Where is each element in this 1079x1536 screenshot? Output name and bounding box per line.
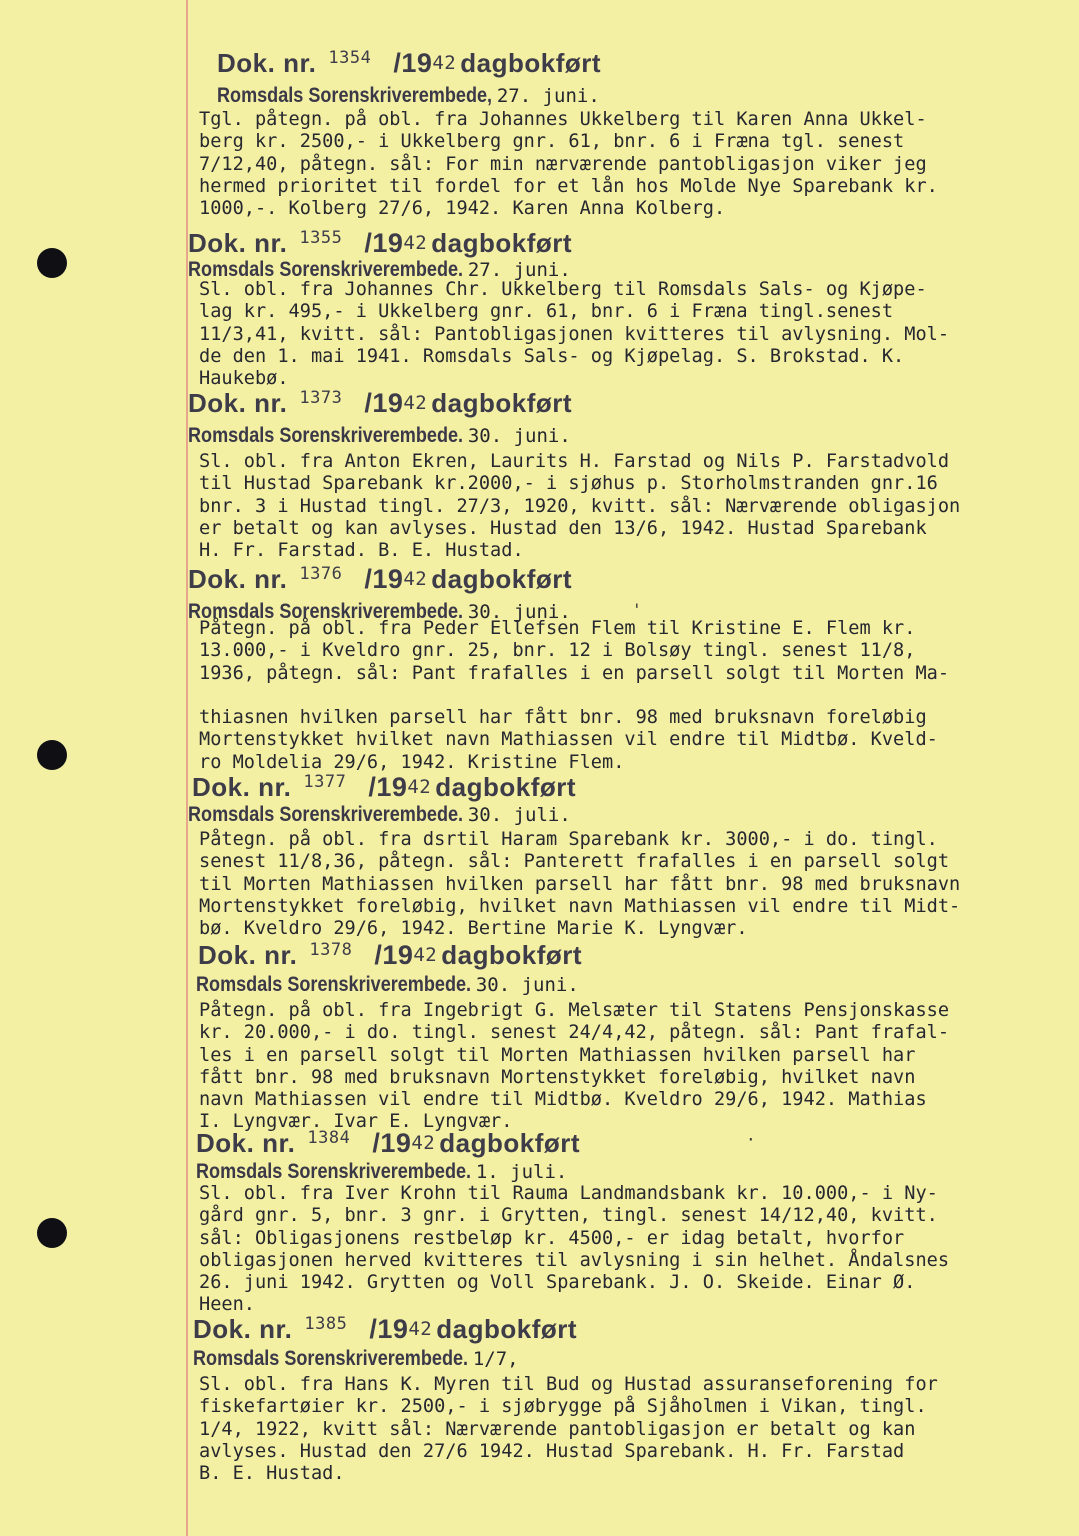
text-line: 26. juni 1942. Grytten og Voll Sparebank. J. O. Skeide. Einar Ø. [199,1272,916,1294]
status-label: dagbokført [431,564,573,594]
text-line: Sl. obl. fra Anton Ekren, Laurits H. Farstad og Nils P. Farstadvold [199,451,950,472]
text-line: les i en parsell solgt til Morten Mathiassen hvilken parsell har [199,1044,916,1066]
dok-label: Dok. nr. [192,772,292,802]
text-line: Haukebø. [199,368,289,390]
entry-date: 1. juli. [475,1161,568,1183]
text-line: Sl. obl. fra Iver Krohn til Rauma Landmandsbank kr. 10.000,- i Ny- [199,1183,938,1204]
text-line: til Morten Mathiassen hvilken parsell har fått bnr. 98 med bruksnavn [199,873,961,895]
text-line: berg kr. 2500,- i Ukkelberg gnr. 61, bnr. 6 i Fræna tgl. senest [199,131,905,153]
text-line: fått bnr. 98 med bruksnavn Mortenstykket foreløbig, hvilket navn [199,1066,916,1088]
status-label: dagbokført [431,388,573,418]
entry-text [199,279,1069,390]
entry-text [199,1183,1069,1317]
office-name: Romsdals Sorenskriverembede. [188,600,464,623]
office-stamp [196,973,579,997]
year-prefix: /19 [393,48,433,78]
text-line: 1936, påtegn. sål: Pant frafalles i en parsell solgt til Morten Ma- [199,662,950,684]
entry-text [199,829,1069,940]
entry-date: 27. juni. [467,259,571,281]
text-line: Mortenstykket hvilket navn Mathiassen vil endre til Midtbø. Kveld- [199,729,938,751]
office-name: Romsdals Sorenskriverembede. [196,1160,472,1183]
text-line: hermed prioritet til fordel for et lån hos Molde Nye Sparebank kr. [199,175,938,197]
text-line: Påtegn. på obl. fra Ingebrigt G. Melsæter til Statens Pensjonskasse [199,1000,950,1021]
entry-date: 30. juni. [467,601,571,623]
year-suffix: 42 [411,1132,436,1154]
status-label: dagbokført [439,1128,581,1158]
punch-hole-top [37,248,67,278]
dok-number: 1354 [328,48,372,68]
office-stamp [193,1347,519,1371]
year-suffix: 42 [413,944,438,966]
year-prefix: /19 [369,1314,409,1344]
year-prefix: /19 [364,388,404,418]
dok-number: 1377 [303,772,347,792]
entry-date: 30. juni. [475,974,579,996]
entry-text [199,451,1069,562]
punch-hole-bottom [37,1218,67,1248]
year-prefix: /19 [364,564,404,594]
text-line: de den 1. mai 1941. Romsdals Sals- og Kjøpelag. S. Brokstad. K. [199,345,905,367]
office-name: Romsdals Sorenskriverembede, [217,84,493,107]
year-prefix: /19 [372,1128,412,1158]
year-suffix: 42 [407,776,432,798]
text-line: kr. 20.000,- i do. tingl. senest 24/4,42, påtegn. sål: Pant frafal- [199,1022,950,1044]
text-line: Mortenstykket foreløbig, hvilket navn Mathiassen vil endre til Midt- [199,895,961,917]
entry-date: 30. juni. [467,425,571,447]
text-line: senest 11/8,36, påtegn. sål: Panterett frafalles i en parsell solgt [199,851,950,873]
office-name: Romsdals Sorenskriverembede. [188,424,464,447]
text-line: 1/4, 1922, kvitt sål: Nærværende pantobligasjon er betalt og kan [199,1418,916,1440]
year-suffix: 42 [432,52,457,74]
entry-date: 30. juli. [467,804,571,826]
stray-mark: ' [632,600,642,619]
office-name: Romsdals Sorenskriverembede. [188,803,464,826]
text-line: B. E. Hustad. [199,1463,345,1485]
status-label: dagbokført [441,940,583,970]
year-prefix: /19 [374,940,414,970]
dok-label: Dok. nr. [193,1314,293,1344]
text-line: lag kr. 495,- i Ukkelberg gnr. 61, bnr. 6 i Fræna tingl.senest [199,301,894,323]
office-stamp [196,1160,567,1184]
dok-stamp [193,1314,577,1345]
dok-label: Dok. nr. [188,388,288,418]
text-line: gård gnr. 5, bnr. 3 gnr. i Grytten, tingl. senest 14/12,40, kvitt. [199,1205,938,1227]
year-suffix: 42 [403,392,428,414]
text-line: obligasjonen herved kvitteres til avlysning i sin helhet. Åndalsnes [199,1249,950,1271]
dok-number: 1355 [299,228,343,248]
dok-stamp [188,564,572,595]
text-line: bnr. 3 i Hustad tingl. 27/3, 1920, kvitt. sål: Nærværende obligasjon [199,495,961,517]
office-stamp [188,424,571,448]
office-name: Romsdals Sorenskriverembede. [196,973,472,996]
text-line: navn Mathiassen vil endre til Midtbø. Kveldro 29/6, 1942. Mathias [199,1089,927,1111]
dok-number: 1373 [299,388,343,408]
dok-number: 1378 [309,940,353,960]
text-line: bø. Kveldro 29/6, 1942. Bertine Marie K. Lyngvær. [199,918,748,940]
text-line [199,685,1069,707]
dok-stamp [192,772,576,803]
text-line: 7/12,40, påtegn. sål: For min nærværende pantobligasjon viker jeg [199,153,927,175]
text-line: Påtegn. på obl. fra dsrtil Haram Sparebank kr. 3000,- i do. tingl. [199,829,938,850]
status-label: dagbokført [460,48,602,78]
entry-date: 27. juni. [496,85,600,107]
year-suffix: 42 [403,232,428,254]
text-line: 13.000,- i Kveldro gnr. 25, bnr. 12 i Bolsøy tingl. senest 11/8, [199,640,916,662]
stray-mark: · [746,1130,756,1149]
dok-stamp [198,940,582,971]
text-line: H. Fr. Farstad. B. E. Hustad. [199,540,524,562]
entry-text [199,1374,1069,1485]
text-line: avlyses. Hustad den 27/6 1942. Hustad Sparebank. H. Fr. Farstad [199,1440,905,1462]
entry-date: 1/7, [472,1348,519,1370]
text-line: til Hustad Sparebank kr.2000,- i sjøhus p. Storholmstranden gnr.16 [199,473,938,495]
year-prefix: /19 [364,228,404,258]
year-prefix: /19 [368,772,408,802]
year-suffix: 42 [403,568,428,590]
text-line: ro Moldelia 29/6, 1942. Kristine Flem. [199,751,625,773]
entry-text [199,1000,1069,1134]
text-line: thiasnen hvilken parsell har fått bnr. 98 med bruksnavn foreløbig [199,707,927,729]
office-name: Romsdals Sorenskriverembede. [188,258,464,281]
dok-number: 1384 [307,1128,351,1148]
dok-label: Dok. nr. [196,1128,296,1158]
dok-label: Dok. nr. [188,228,288,258]
text-line: er betalt og kan avlyses. Hustad den 13/6, 1942. Hustad Sparebank [199,517,927,539]
text-line: Sl. obl. fra Hans K. Myren til Bud og Hustad assuranseforening for [199,1374,938,1395]
dok-stamp [188,228,572,259]
dok-stamp [196,1128,580,1159]
dok-number: 1385 [304,1314,348,1334]
dok-stamp [188,388,572,419]
dok-label: Dok. nr. [198,940,298,970]
dok-number: 1376 [299,564,343,584]
entry-text [199,618,1069,774]
dok-label: Dok. nr. [188,564,288,594]
text-line: I. Lyngvær. Ivar E. Lyngvær. [199,1111,513,1133]
text-line: fiskefartøier kr. 2500,- i sjøbrygge på Sjåholmen i Vikan, tingl. [199,1396,927,1418]
entry-text [199,109,1069,220]
office-stamp [217,84,600,108]
text-line: 1000,-. Kolberg 27/6, 1942. Karen Anna Kolberg. [199,198,726,220]
punch-hole-middle [37,740,67,770]
dok-stamp [217,48,601,79]
year-suffix: 42 [408,1318,433,1340]
text-line: sål: Obligasjonens restbeløp kr. 4500,- er idag betalt, hvorfor [199,1227,905,1249]
text-line: Heen. [199,1294,255,1316]
dok-label: Dok. nr. [217,48,317,78]
status-label: dagbokført [436,1314,578,1344]
status-label: dagbokført [435,772,577,802]
text-line: Sl. obl. fra Johannes Chr. Ukkelberg til Romsdals Sals- og Kjøpe- [199,279,927,300]
text-line: Tgl. påtegn. på obl. fra Johannes Ukkelberg til Karen Anna Ukkel- [199,109,927,130]
text-line: 11/3,41, kvitt. sål: Pantobligasjonen kvitteres til avlysning. Mol- [199,323,950,345]
status-label: dagbokført [431,228,573,258]
text-line: Påtegn. på obl. fra Peder Ellefsen Flem til Kristine E. Flem kr. [199,618,916,639]
office-stamp [188,803,571,827]
office-name: Romsdals Sorenskriverembede. [193,1347,469,1370]
